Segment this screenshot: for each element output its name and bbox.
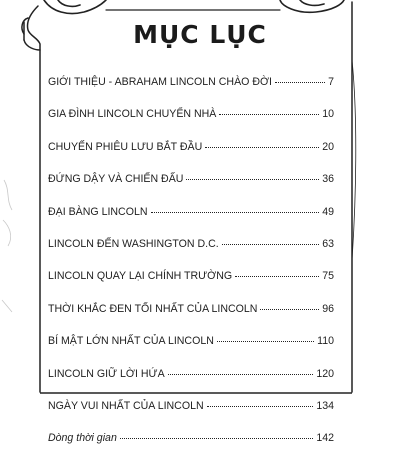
toc-page-number: 10	[322, 108, 334, 121]
toc-page-number: 142	[316, 432, 334, 445]
left-margin-sketch	[2, 180, 12, 312]
toc-dot-leader	[222, 244, 320, 245]
toc-page-number: 63	[322, 237, 334, 250]
toc-page-number: 120	[316, 367, 334, 380]
toc-entry[interactable]	[48, 196, 334, 228]
toc-dot-leader	[275, 82, 325, 83]
toc-entry[interactable]	[48, 293, 334, 325]
toc-entry[interactable]	[48, 98, 334, 130]
toc-entry-title: LINCOLN ĐẾN WASHINGTON D.C.	[48, 237, 219, 250]
toc-entry[interactable]	[48, 66, 334, 98]
toc-entry-title: CHUYẾN PHIÊU LƯU BẮT ĐẦU	[48, 140, 203, 153]
toc-page-number: 110	[317, 335, 334, 348]
toc-entry[interactable]	[48, 358, 334, 390]
toc-page-number: 75	[322, 270, 334, 283]
toc-dot-leader	[219, 114, 319, 115]
toc-entry-title: THỜI KHẮC ĐEN TỐI NHẤT CỦA LINCOLN	[48, 302, 258, 315]
scroll-right-edge	[352, 2, 356, 392]
toc-entry[interactable]	[48, 390, 334, 422]
toc-entry-timeline[interactable]	[48, 422, 334, 454]
toc-dot-leader	[168, 374, 314, 375]
toc-entry-title: ĐẠI BÀNG LINCOLN	[48, 205, 148, 218]
toc-dot-leader	[207, 406, 314, 407]
toc-entry-title: ĐỨNG DẬY VÀ CHIẾN ĐẤU	[48, 173, 184, 186]
toc-dot-leader	[186, 179, 319, 180]
scroll-left-edge	[22, 6, 40, 392]
toc-dot-leader	[260, 309, 319, 310]
toc-dot-leader	[217, 341, 314, 342]
toc-dot-leader	[235, 276, 319, 277]
toc-entry[interactable]	[48, 325, 334, 357]
toc-page-number: 96	[322, 302, 334, 315]
table-of-contents	[48, 66, 334, 455]
toc-entry-title: LINCOLN GIỮ LỜI HỨA	[48, 367, 165, 380]
toc-entry-title: GIỚI THIỆU - ABRAHAM LINCOLN CHÀO ĐỜI	[48, 76, 272, 88]
toc-dot-leader	[151, 212, 320, 213]
toc-entry[interactable]	[48, 260, 334, 292]
toc-page-number: 36	[322, 173, 334, 186]
scroll-top-roll	[44, 0, 344, 14]
page-title: MỤC LỤC	[133, 20, 267, 49]
toc-entry[interactable]	[48, 131, 334, 163]
toc-entry-title: NGÀY VUI NHẤT CỦA LINCOLN	[48, 399, 204, 412]
toc-entry-title: LINCOLN QUAY LẠI CHÍNH TRƯỜNG	[48, 270, 233, 283]
toc-page-number: 49	[322, 205, 334, 218]
toc-page-number: 20	[322, 140, 334, 153]
toc-dot-leader	[205, 147, 319, 148]
toc-entry-title: BÍ MẬT LỚN NHẤT CỦA LINCOLN	[48, 335, 214, 348]
toc-entry-title: GIA ĐÌNH LINCOLN CHUYỂN NHÀ	[48, 108, 217, 121]
toc-entry[interactable]	[48, 163, 334, 195]
toc-entry-title: Dòng thời gian	[48, 432, 117, 445]
toc-dot-leader	[120, 438, 313, 439]
toc-page-number: 7	[328, 76, 334, 88]
toc-page-number: 134	[316, 399, 334, 412]
toc-entry[interactable]	[48, 228, 334, 260]
